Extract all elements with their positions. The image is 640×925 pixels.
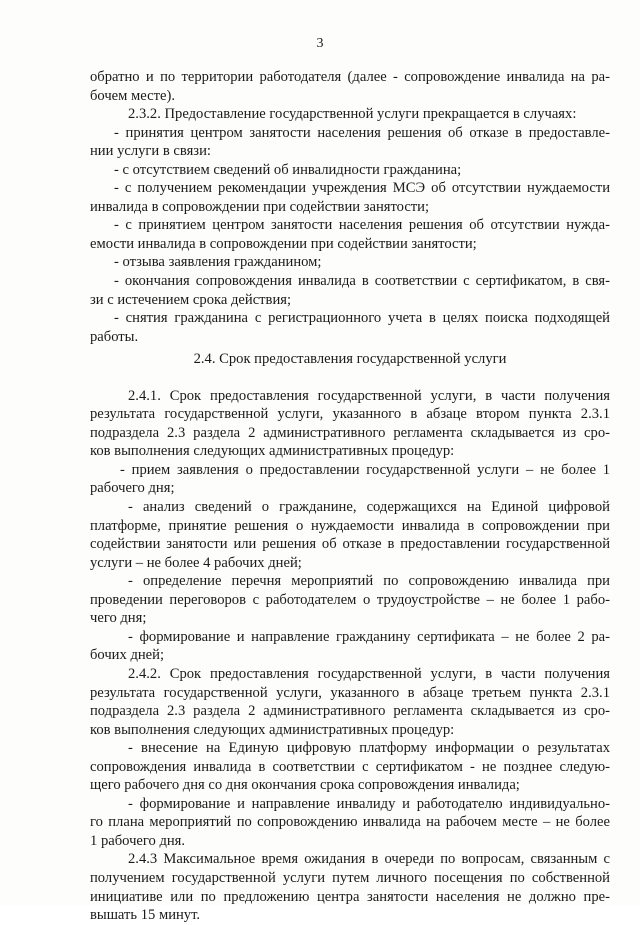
text-line: сопровождения инвалида в соответствии с сертификатом - не позднее следую- [90,758,610,775]
section-heading-2-4: 2.4. Срок предоставления государственной услуги [193,351,507,368]
text-line: 2.4.3 Максимальное время ожидания в очереди по вопросам, связанным с [128,851,610,868]
text-line: - с принятием центром занятости населения решения об отсутствии нужда- [114,217,610,234]
text-line: бочих дней; [90,647,165,664]
text-line: - снятия гражданина с регистрационного учета в целях поиска подходящей [114,310,610,327]
text-line: ков выполнения следующих административных процедур: [90,443,455,460]
text-line: 2.4.2. Срок предоставления государственной услуги, в части получения [128,665,610,682]
text-line: нии услуги в связи: [90,143,211,160]
text-line: - с получением рекомендации учреждения МСЭ об отсутствии нуждаемости [114,180,610,197]
text-line: го плана мероприятий по сопровождению инвалида на рабочем месте – не более [90,814,610,831]
section-2-4-text [90,387,610,925]
text-line: бочем месте). [90,87,175,104]
text-line: результата государственной услуги, указанного в абзаце третьем пункта 2.3.1 [90,684,610,701]
text-line: результата государственной услуги, указанного в абзаце втором пункта 2.3.1 [90,406,610,423]
text-line: чего дня; [90,610,147,627]
text-line: 2.3.2. Предоставление государственной услуги прекращается в случаях: [128,106,577,123]
text-line: услуги – не более 4 рабочих дней; [90,554,302,571]
text-line: щего рабочего дня со дня окончания срока сопровождения инвалида; [90,777,520,794]
text-line: инициативе или по предложению центра занятости населения не должно пре- [90,888,610,905]
text-line: подраздела 2.3 раздела 2 административного регламента складывается из сро- [90,424,610,441]
text-line: рабочего дня; [90,480,175,497]
document-body [90,68,610,925]
text-line: - с отсутствием сведений об инвалидности гражданина; [114,161,462,178]
text-line: обратно и по территории работодателя (далее - сопровождение инвалида на ра- [90,69,610,85]
text-line: работы. [90,328,139,345]
text-line: - прием заявления о предоставлении государственной услуги – не более 1 [120,461,610,478]
text-line: платформе, принятие решения о нуждаемости инвалида в сопровождении при [90,517,610,534]
text-line: зи с истечением срока действия; [90,291,292,308]
page-number: 3 [316,36,324,51]
text-line: - формирование и направление инвалиду и работодателю индивидуально- [128,795,610,812]
text-line: 1 рабочего дня. [90,832,186,849]
text-line: получением государственной услуги путем личного посещения по собственной [90,869,610,886]
text-line: вышать 15 минут. [90,907,201,924]
text-line: - принятия центром занятости населения решения об отказе в предоставле- [114,124,610,141]
text-line: проведении переговоров с работодателем о трудоустройстве – не более 1 рабо- [90,591,610,608]
text-line: - формирование и направление гражданину сертификата – не более 2 ра- [128,628,610,645]
text-line: подраздела 2.3 раздела 2 административного регламента складывается из сро- [90,703,610,720]
text-line: содействии занятости или решения об отказе в предоставлении государственной [90,536,610,553]
section-2-3-2-text [90,68,610,346]
text-line: - внесение на Единую цифровую платформу информации о результатах [128,740,610,757]
text-line: 2.4.1. Срок предоставления государственной услуги, в части получения [128,387,610,404]
text-line: - окончания сопровождения инвалида в соответствии с сертификатом, в свя- [114,273,610,290]
text-line: емости инвалида в сопровождении при содействии занятости; [90,235,477,252]
text-line: - анализ сведений о гражданине, содержащихся на Единой цифровой [128,499,610,516]
text-line: инвалида в сопровождении при содействии занятости; [90,198,430,215]
text-line: ков выполнения следующих административных процедур: [90,721,455,738]
text-line: - определение перечня мероприятий по сопровождению инвалида при [128,573,610,590]
text-line: - отзыва заявления гражданином; [114,254,322,271]
